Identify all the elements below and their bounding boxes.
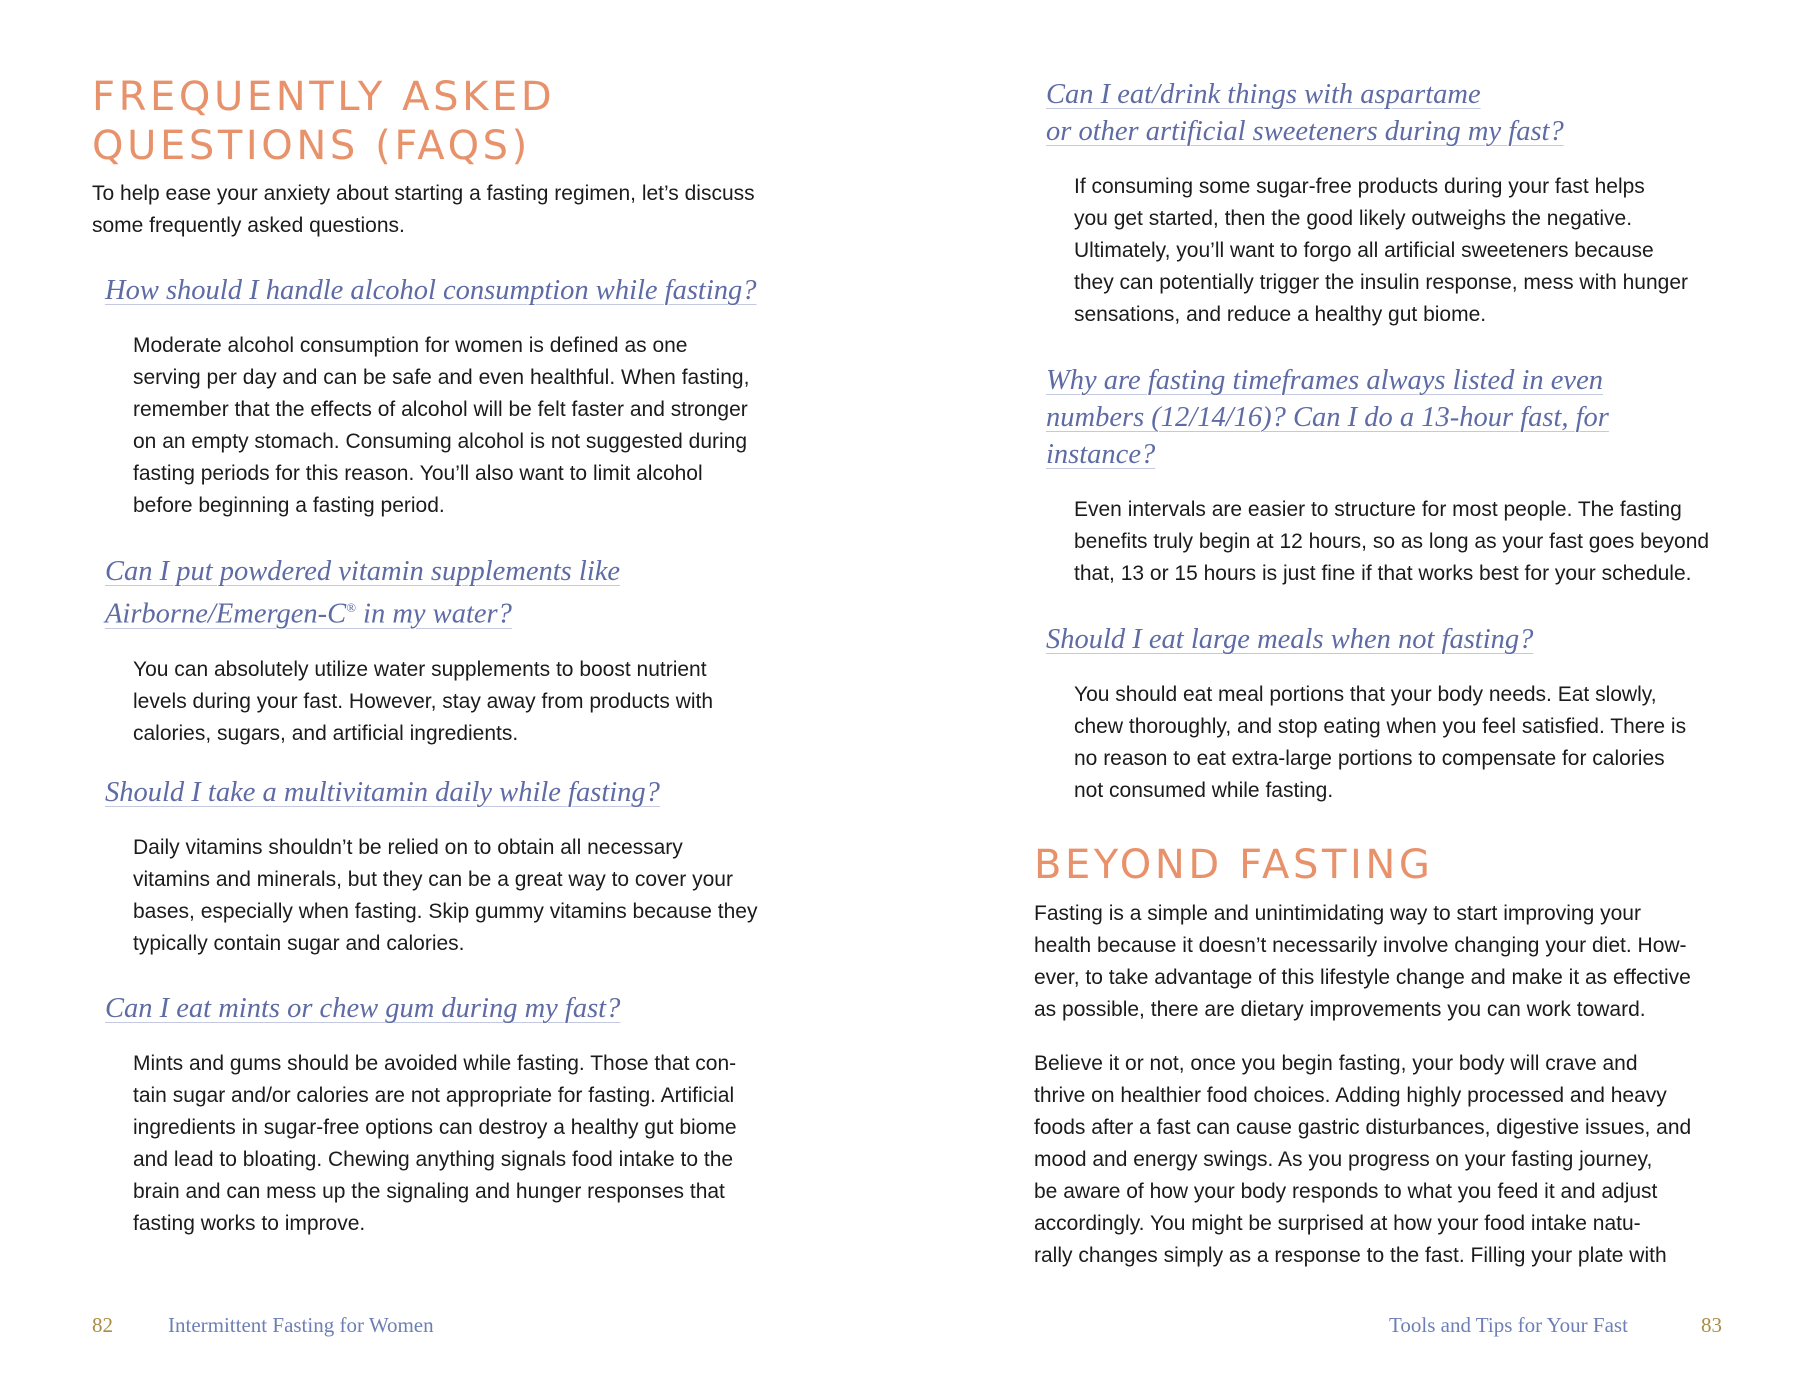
faq-item-alcohol [105,272,757,522]
faq-answer: You should eat meal portions that your body needs. Eat slowly, chew thoroughly, and stop eating when you feel satisfied. There is no reason to eat extra-large portions to compensate for calories not consumed while fasting. [1074,683,1687,802]
faq-question: Should I eat large meals when not fasting? [1046,624,1534,655]
beyond-fasting-paragraph-1: Fasting is a simple and unintimidating way to start improving your health because it doesn’t necessarily involve changing your diet. How- ever, to take advantage of this lifestyle change and make it as effective as possible, there are dietary improvements you can work toward. [1034,902,1691,1021]
page-number-left: 82 [92,1313,113,1337]
faq-item-artificial-sweeteners [1046,76,1688,331]
faq-question: Can I put powdered vitamin supplements like Airborne/Emergen-C® in my water? [105,556,621,630]
left-page [0,0,900,1395]
faq-item-mints-gum [105,990,737,1240]
faq-intro-line-1: To help ease your anxiety about starting a fasting regimen, let’s discuss [92,182,755,205]
page-number-right: 83 [1701,1313,1722,1337]
faq-intro [92,178,755,242]
faq-section-title [92,73,555,171]
faq-item-large-meals [1046,621,1686,807]
faq-answer: You can absolutely utilize water supplements to boost nutrient levels during your fast. However, stay away from products with calories, sugars, and artificial ingredients. [133,657,714,745]
faq-question: Can I eat mints or chew gum during my fast? [105,993,621,1024]
faq-item-multivitamin [105,774,757,960]
running-footer-book-title: Intermittent Fasting for Women [168,1313,434,1337]
running-footer-chapter-title: Tools and Tips for Your Fast [1389,1313,1628,1337]
faq-answer: Moderate alcohol consumption for women is defined as one serving per day and can be safe and even healthful. When fasting, remember that the effects of alcohol will be felt faster and stronger on an empty stomach. Consuming alcohol is not suggested during fasting periods for this reason. You’ll also want to limit alcohol before beginning a fasting period. [133,334,750,517]
faq-title-line-1: FREQUENTLY ASKED [92,74,556,120]
faq-question: Should I take a multivitamin daily while fasting? [105,777,660,808]
faq-question: How should I handle alcohol consumption while fasting? [105,275,757,306]
faq-intro-line-2: some frequently asked questions. [92,214,405,237]
beyond-fasting-paragraph-2: Believe it or not, once you begin fasting, your body will crave and thrive on healthier food choices. Adding highly processed and heavy foods after a fast can cause gastric disturbances, digestive issues, and mood and energy swings. As you progress on your fasting journey, be aware of how your body responds to what you feed it and adjust accordingly. You might be surprised at how your food intake natu- rally changes simply as a response to the fast. Filling your plate with [1034,1052,1692,1267]
faq-title-line-2: QUESTIONS (FAQS) [92,123,531,169]
registered-mark: ® [346,601,356,615]
faq-answer: Daily vitamins shouldn’t be relied on to obtain all necessary vitamins and minerals, but they can be a great way to cover your bases, especially when fasting. Skip gummy vitamins because they typically contain sugar and calories. [133,836,758,955]
faq-answer: Even intervals are easier to structure for most people. The fasting benefits truly begin at 12 hours, so as long as your fast goes beyond that, 13 or 15 hours is just fine if that works best for your schedule. [1074,498,1710,585]
faq-item-vitamin-supplements [105,553,713,750]
faq-question: Why are fasting timeframes always listed in even numbers (12/14/16)? Can I do a 13-hour fast, for instance? [1046,365,1609,470]
right-page [900,0,1807,1395]
beyond-fasting-title: BEYOND FASTING [1034,842,1434,888]
faq-answer: If consuming some sugar-free products during your fast helps you get started, then the good likely outweighs the negative. Ultimately, you’ll want to forgo all artificial sweeteners because they can potentially trigger the insulin response, mess with hunger sensations, and reduce a healthy gut biome. [1074,175,1689,326]
faq-answer: Mints and gums should be avoided while fasting. Those that con- tain sugar and/or calories are not appropriate for fasting. Artificial ingredients in sugar-free options can destroy a healthy gut biome and lead to bloating. Chewing anything signals food intake to the brain and can mess up the signaling and hunger responses that fasting works to improve. [133,1052,737,1235]
faq-item-even-timeframes [1046,362,1709,590]
faq-question: Can I eat/drink things with aspartame or other artificial sweeteners during my fast? [1046,79,1564,147]
